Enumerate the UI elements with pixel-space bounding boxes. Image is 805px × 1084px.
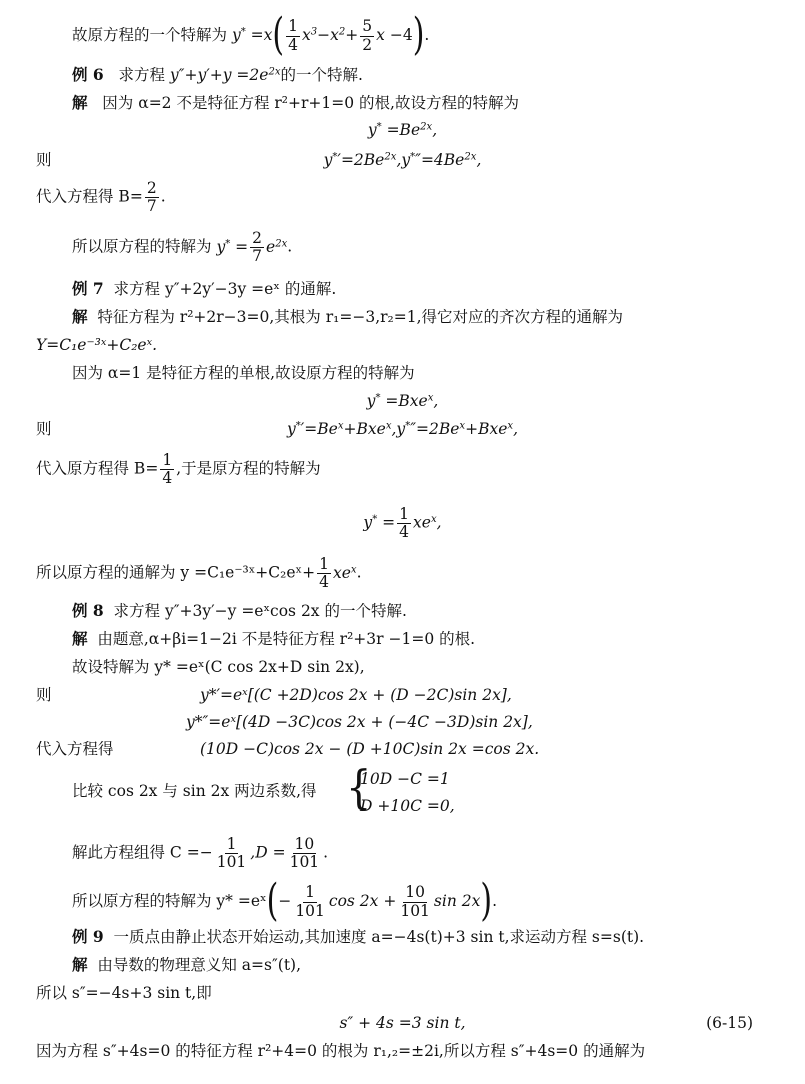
equation-line: y*′=eˣ[(C +2D)cos 2x + (D −2C)sin 2x], xyxy=(200,686,512,704)
text-line: 所以原方程的特解为 y* = $\frac{2}{7}$ $e^{2x}$. xyxy=(72,229,293,266)
equation-line: $y^* =Be^{2x}$, xyxy=(367,121,438,139)
label-ze: 则 xyxy=(36,686,52,704)
label-ze: 则 xyxy=(36,151,52,169)
equation-line: y* =Bxe$^x$, xyxy=(366,392,439,410)
label-ze: 则 xyxy=(36,420,52,438)
fraction: $\frac{1}{4}$ xyxy=(399,505,410,542)
fraction: $\frac{1}{101}$ xyxy=(295,883,325,920)
text-line: 比较 cos 2x 与 sin 2x 两边系数,得 xyxy=(72,782,317,800)
equation-number: (6-15) xyxy=(706,1014,753,1032)
example-8-heading: 例 8 求方程 y″+3y′−y =eˣcos 2x 的一个特解. xyxy=(72,601,407,620)
text-line: 所以原方程的特解为 y* =eˣ(− $\frac{1}{101}$ cos 2x + $\frac{10}{101}$ sin 2x). xyxy=(72,875,498,927)
text-line: 故设特解为 y* =eˣ(C cos 2x+D sin 2x), xyxy=(72,658,365,676)
example-7-heading: 例 7 求方程 y″+2y′−3y =eˣ 的通解. xyxy=(72,279,337,298)
text-line: 代入原方程得 B= $\frac{1}{4}$ ,于是原方程的特解为 xyxy=(36,451,321,488)
text-line: 因为方程 s″+4s=0 的特征方程 r²+4=0 的根为 r₁,₂=±2i,所以方程 s″+4s=0 的通解为 xyxy=(36,1042,646,1060)
fraction: $\frac{10}{101}$ xyxy=(400,883,430,920)
equation-line: $y^*'=Be^x+Bxe^x,y^*''=2Be^x+Bxe^x$, xyxy=(286,420,519,438)
text-line: Y=C₁e⁻³ˣ+C₂eˣ. xyxy=(36,336,158,354)
fraction: $\frac{10}{101}$ xyxy=(289,835,320,872)
text-line: 所以 s″=−4s+3 sin t,即 xyxy=(36,984,212,1002)
fraction: $\frac{2}{7}$ xyxy=(252,229,263,266)
fraction: $\frac{1}{101}$ xyxy=(216,835,247,872)
text-line: 代入方程得 B= $\frac{2}{7}$ . xyxy=(36,179,166,216)
system-line-1: 10D −C =1 xyxy=(360,770,450,788)
fraction: $\frac{2}{7}$ xyxy=(146,179,157,216)
example-9-heading: 例 9 一质点由静止状态开始运动,其加速度 a=−4s(t)+3 sin t,求运动方程 s=s(t). xyxy=(72,927,645,946)
solution-6-line: 解 因为 α=2 不是特征方程 r²+r+1=0 的根,故设方程的特解为 xyxy=(72,93,519,112)
equation-line: y*″=eˣ[(4D −3C)cos 2x + (−4C −3D)sin 2x], xyxy=(186,713,533,731)
solution-9-line: 解 由导数的物理意义知 a=s″(t), xyxy=(72,955,302,974)
fraction: $\frac{1}{4}$ xyxy=(288,17,298,54)
system-line-2: D +10C =0, xyxy=(360,797,455,815)
fraction: $\frac{1}{4}$ xyxy=(162,451,173,488)
left-brace: { xyxy=(346,761,372,815)
text-line: 所以原方程的通解为 y =C₁e⁻³ˣ+C₂eˣ+ $\frac{1}{4}$ $xe^x$. xyxy=(36,555,362,592)
text-line: 因为 α=1 是特征方程的单根,故设原方程的特解为 xyxy=(72,364,415,382)
solution-8-line: 解 由题意,α+βi=1−2i 不是特征方程 r²+3r −1=0 的根. xyxy=(72,629,476,648)
equation-line: s″ + 4s =3 sin t, xyxy=(339,1014,466,1032)
text-line: 代入方程得 xyxy=(36,740,114,758)
text-line: 解此方程组得 C =− $\frac{1}{101}$ ,D = $\frac{10}{101}$ . xyxy=(72,835,329,872)
fraction: $\frac{5}{2}$ xyxy=(362,17,373,54)
equation-line: $y^*'=2Be^{2x},y^*''=4Be^{2x}$, xyxy=(323,151,482,169)
equation-line: (10D −C)cos 2x − (D +10C)sin 2x =cos 2x. xyxy=(200,740,540,758)
text-line-1: 故原方程的一个特解为 y* =x( $\frac{1}{4}$ $x^3-x^2+$ $\frac{5}{2}$ x −4). xyxy=(72,9,430,61)
fraction: $\frac{1}{4}$ xyxy=(319,555,329,592)
solution-7-line: 解 特征方程为 r²+2r−3=0,其根为 r₁=−3,r₂=1,得它对应的齐次方程的通解为 xyxy=(72,307,624,326)
example-6-heading: 例 6 求方程 $y''+y'+y =2e^{2x}$的一个特解. xyxy=(72,65,363,84)
equation-line: y* = $\frac{1}{4}$ $xe^x$, xyxy=(363,505,442,542)
